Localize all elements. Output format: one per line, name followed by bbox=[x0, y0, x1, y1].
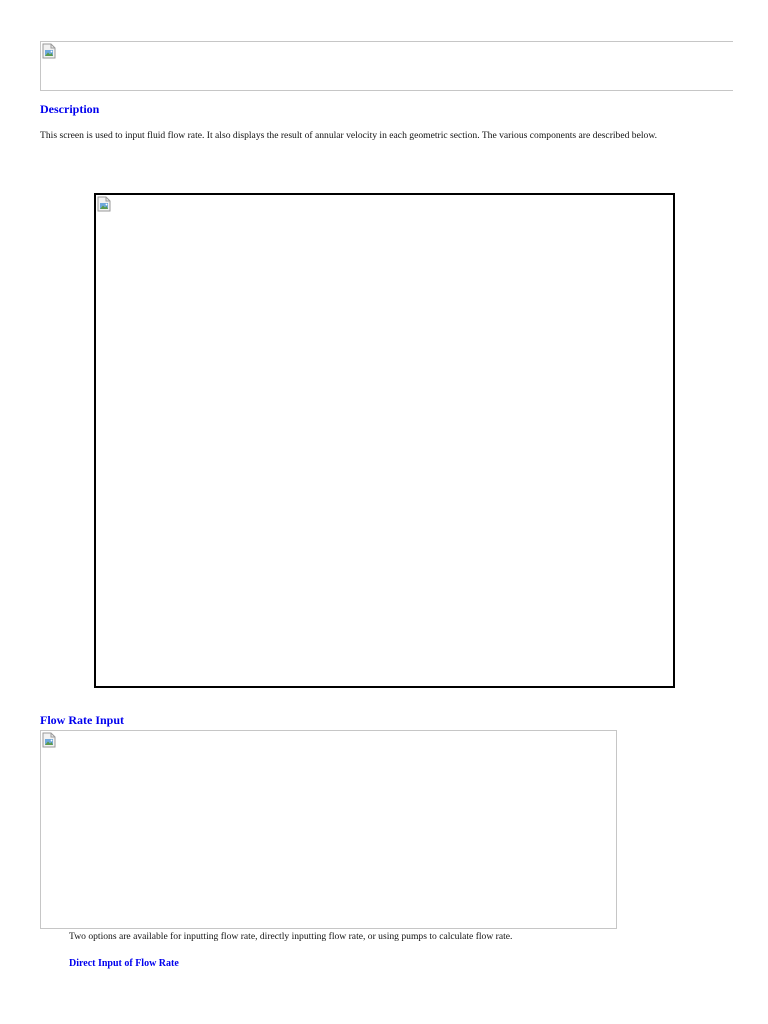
flow-rate-input-text: Two options are available for inputting flow rate, directly inputting flow rate, or using pumps to calculate flow rate. bbox=[69, 931, 513, 942]
direct-input-heading[interactable]: Direct Input of Flow Rate bbox=[69, 958, 179, 969]
screen-screenshot-image bbox=[94, 193, 675, 688]
description-text: This screen is used to input fluid flow rate. It also displays the result of annular velocity in each geometric section. The various components are described below. bbox=[40, 130, 658, 141]
flow-rate-input-heading: Flow Rate Input bbox=[40, 713, 125, 727]
broken-image-icon bbox=[42, 732, 56, 748]
flow-rate-panel-image bbox=[40, 730, 617, 929]
broken-image-icon bbox=[42, 43, 56, 59]
broken-image-icon bbox=[97, 196, 111, 212]
header-banner-image bbox=[40, 41, 733, 91]
description-heading: Description bbox=[40, 102, 100, 116]
